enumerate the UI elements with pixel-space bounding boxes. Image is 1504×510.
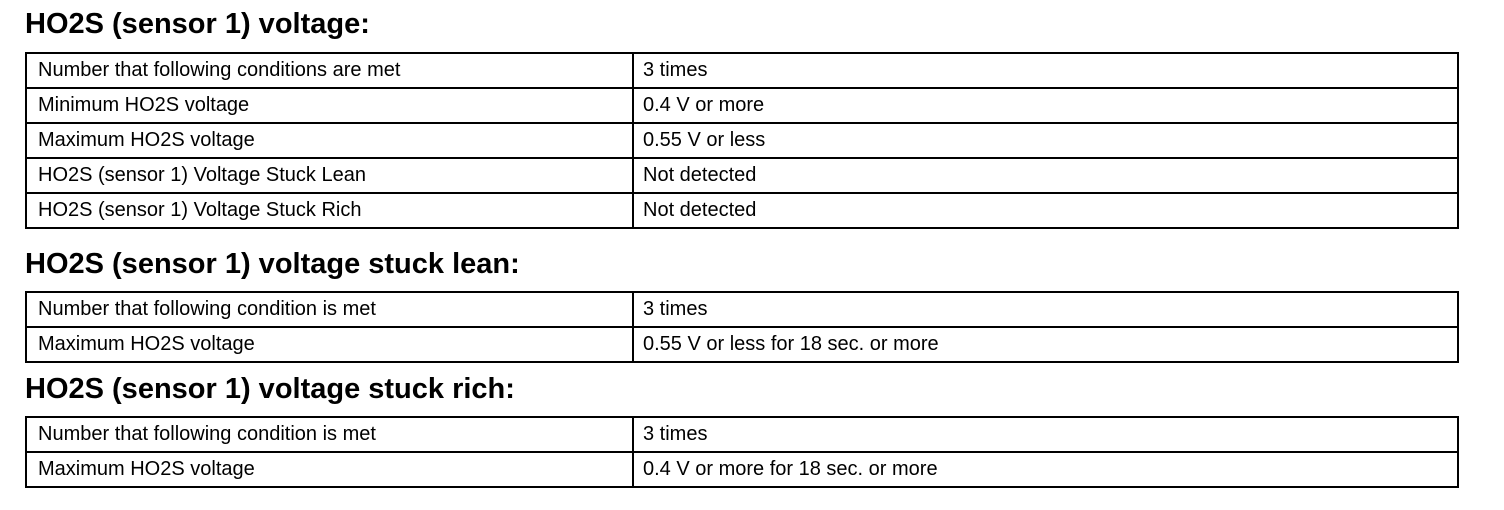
condition-cell: Minimum HO2S voltage [26,88,633,123]
table-row [26,193,1458,228]
condition-cell: Number that following condition is met [26,417,633,452]
value-cell: Not detected [633,193,1458,228]
section-title-stuck-rich: HO2S (sensor 1) voltage stuck rich: [25,373,515,405]
value-cell: 0.4 V or more for 18 sec. or more [633,452,1458,487]
table-row [26,292,1458,327]
section-title-voltage: HO2S (sensor 1) voltage: [25,8,370,40]
table-row [26,327,1458,362]
value-cell: 3 times [633,292,1458,327]
condition-cell: Number that following conditions are met [26,53,633,88]
stuck-rich-conditions-table [25,416,1459,488]
condition-cell: HO2S (sensor 1) Voltage Stuck Lean [26,158,633,193]
value-cell: 0.55 V or less for 18 sec. or more [633,327,1458,362]
value-cell: 0.4 V or more [633,88,1458,123]
table-row [26,417,1458,452]
section-title-stuck-lean: HO2S (sensor 1) voltage stuck lean: [25,248,520,280]
condition-cell: Maximum HO2S voltage [26,123,633,158]
table-row [26,452,1458,487]
stuck-lean-conditions-table [25,291,1459,363]
table-row [26,53,1458,88]
condition-cell: Number that following condition is met [26,292,633,327]
table-row [26,88,1458,123]
table-row [26,123,1458,158]
value-cell: 3 times [633,417,1458,452]
condition-cell: Maximum HO2S voltage [26,452,633,487]
table-row [26,158,1458,193]
condition-cell: Maximum HO2S voltage [26,327,633,362]
condition-cell: HO2S (sensor 1) Voltage Stuck Rich [26,193,633,228]
voltage-conditions-table [25,52,1459,229]
value-cell: Not detected [633,158,1458,193]
value-cell: 3 times [633,53,1458,88]
value-cell: 0.55 V or less [633,123,1458,158]
